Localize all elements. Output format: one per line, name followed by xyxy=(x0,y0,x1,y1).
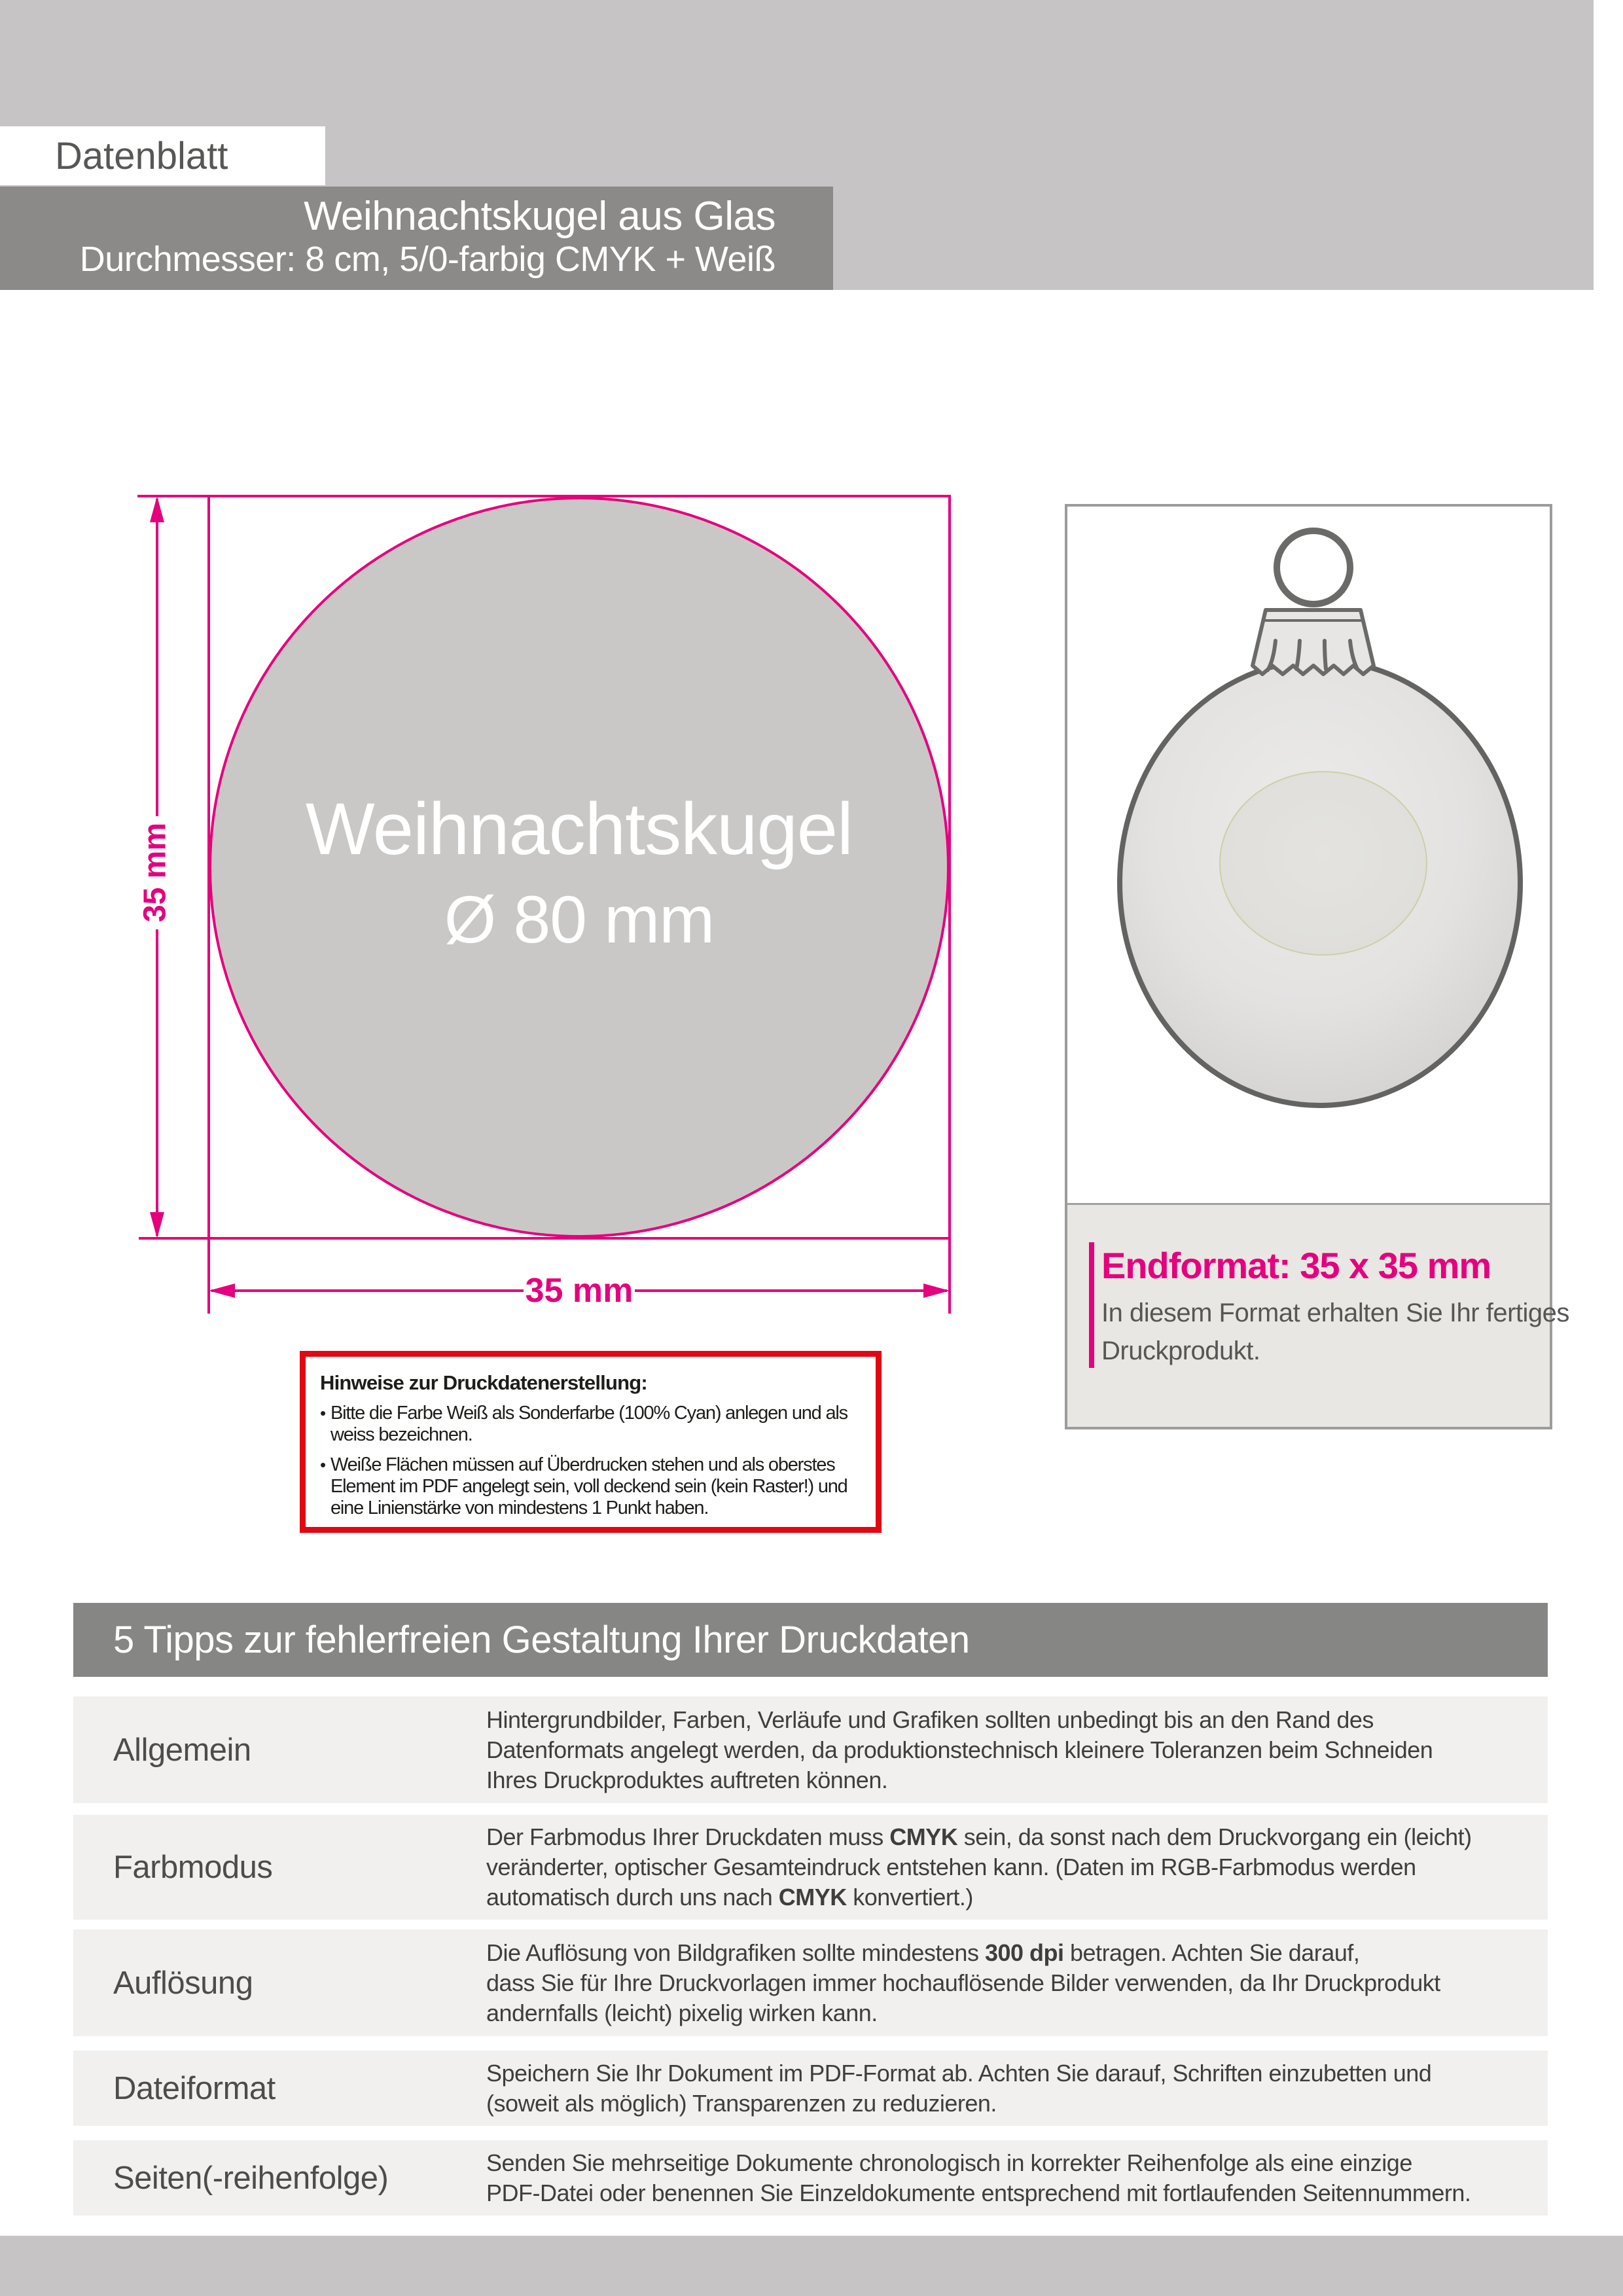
product-preview-panel xyxy=(1065,504,1569,1429)
circle-caption-line2: Ø 80 mm xyxy=(444,882,715,957)
notes-bullet-2-text: Weiße Flächen müssen auf Überdrucken stehen und als oberstes Element im PDF angelegt sein, voll deckend sein (kein Raster!) und eine Linienstärke von mindestens 1 Punkt haben. xyxy=(330,1454,847,1518)
arrow-left-icon xyxy=(209,1283,235,1298)
ornament-print-area xyxy=(1220,772,1427,955)
tips-section-header xyxy=(73,1603,1548,1677)
endformat-accent-bar xyxy=(1089,1242,1094,1368)
tip-body: Die Auflösung von Bildgrafiken sollte mindestens 300 dpi betragen. Achten Sie darauf, dass Sie für Ihre Druckvorlagen immer hochauflösende Bilder verwenden, da Ihr Druckprodukt andernfalls (leicht) pixelig wirken kann. xyxy=(486,1939,1440,2026)
tip-label: Farbmodus xyxy=(113,1850,273,1885)
endformat-description: In diesem Format erhalten Sie Ihr fertiges Druckprodukt. xyxy=(1101,1299,1569,1365)
bullet-icon: • xyxy=(320,1455,327,1475)
notes-bullet-2 xyxy=(320,1454,864,1519)
tip-label: Allgemein xyxy=(113,1732,251,1768)
print-data-notes-box xyxy=(300,1351,882,1533)
tip-label: Auflösung xyxy=(113,1965,253,2001)
tip-row-aufloesung xyxy=(73,1929,1548,2036)
tip-row-seitenreihenfolge xyxy=(73,2140,1548,2215)
tip-label: Seiten(-reihenfolge) xyxy=(113,2160,389,2196)
tip-row-dateiformat xyxy=(73,2051,1548,2126)
product-title: Weihnachtskugel aus Glas xyxy=(304,194,776,239)
arrow-up-icon xyxy=(150,496,164,522)
datenblatt-label: Datenblatt xyxy=(55,134,228,177)
ornament-ring xyxy=(1277,531,1350,604)
tip-row-allgemein xyxy=(73,1696,1548,1803)
vertical-dim-label: 35 mm xyxy=(137,822,173,923)
notes-bullet-1-text: Bitte die Farbe Weiß als Sonderfarbe (100% Cyan) anlegen und als weiss bezeichnen. xyxy=(330,1403,847,1445)
footer-bar xyxy=(0,2236,1623,2296)
notes-title: Hinweise zur Druckdatenerstellung: xyxy=(320,1371,647,1394)
ornament-illustration xyxy=(1067,507,1550,1203)
bullet-icon: • xyxy=(320,1403,327,1423)
arrow-down-icon xyxy=(150,1212,164,1238)
endformat-strip xyxy=(1067,1203,1569,1427)
notes-bullet-1 xyxy=(320,1403,864,1446)
datenblatt-label-box xyxy=(0,126,325,185)
circle-caption-line1: Weihnachtskugel xyxy=(306,788,853,870)
tip-body: Der Farbmodus Ihrer Druckdaten muss CMYK sein, da sonst nach dem Druckvorgang ein (leicht) veränderter, optischer Gesamteindruck entstehen kann. (Daten im RGB-Farbmodus werden automatisch durch uns nach CMYK konvertiert.) xyxy=(486,1823,1472,1910)
horizontal-dim-label: 35 mm xyxy=(525,1272,633,1310)
arrow-right-icon xyxy=(923,1283,950,1298)
template-circle-caption xyxy=(209,784,950,965)
tip-label: Dateiformat xyxy=(113,2070,276,2106)
tip-row-farbmodus xyxy=(73,1815,1548,1920)
endformat-title: Endformat: 35 x 35 mm xyxy=(1101,1245,1491,1286)
product-subtitle: Durchmesser: 8 cm, 5/0-farbig CMYK + Weiß xyxy=(79,240,776,279)
product-title-bar xyxy=(0,187,833,290)
tips-section-title: 5 Tipps zur fehlerfreien Gestaltung Ihrer Druckdaten xyxy=(113,1619,970,1661)
tip-body: Hintergrundbilder, Farben, Verläufe und Grafiken sollten unbedingt bis an den Rand des Datenformats angelegt werden, da produktionstechnisch kleinere Toleranzen beim Schneiden Ihres Druckproduktes auftreten können. xyxy=(486,1706,1433,1793)
tip-body: Speichern Sie Ihr Dokument im PDF-Format ab. Achten Sie darauf, Schriften einzubetten und (soweit als möglich) Transparenzen zu reduzieren. xyxy=(486,2059,1432,2117)
tip-body: Senden Sie mehrseitige Dokumente chronologisch in korrekter Reihenfolge als eine einzige PDF-Datei oder benennen Sie Einzeldokumente entsprechend mit fortlaufenden Seitennummern. xyxy=(486,2149,1471,2206)
